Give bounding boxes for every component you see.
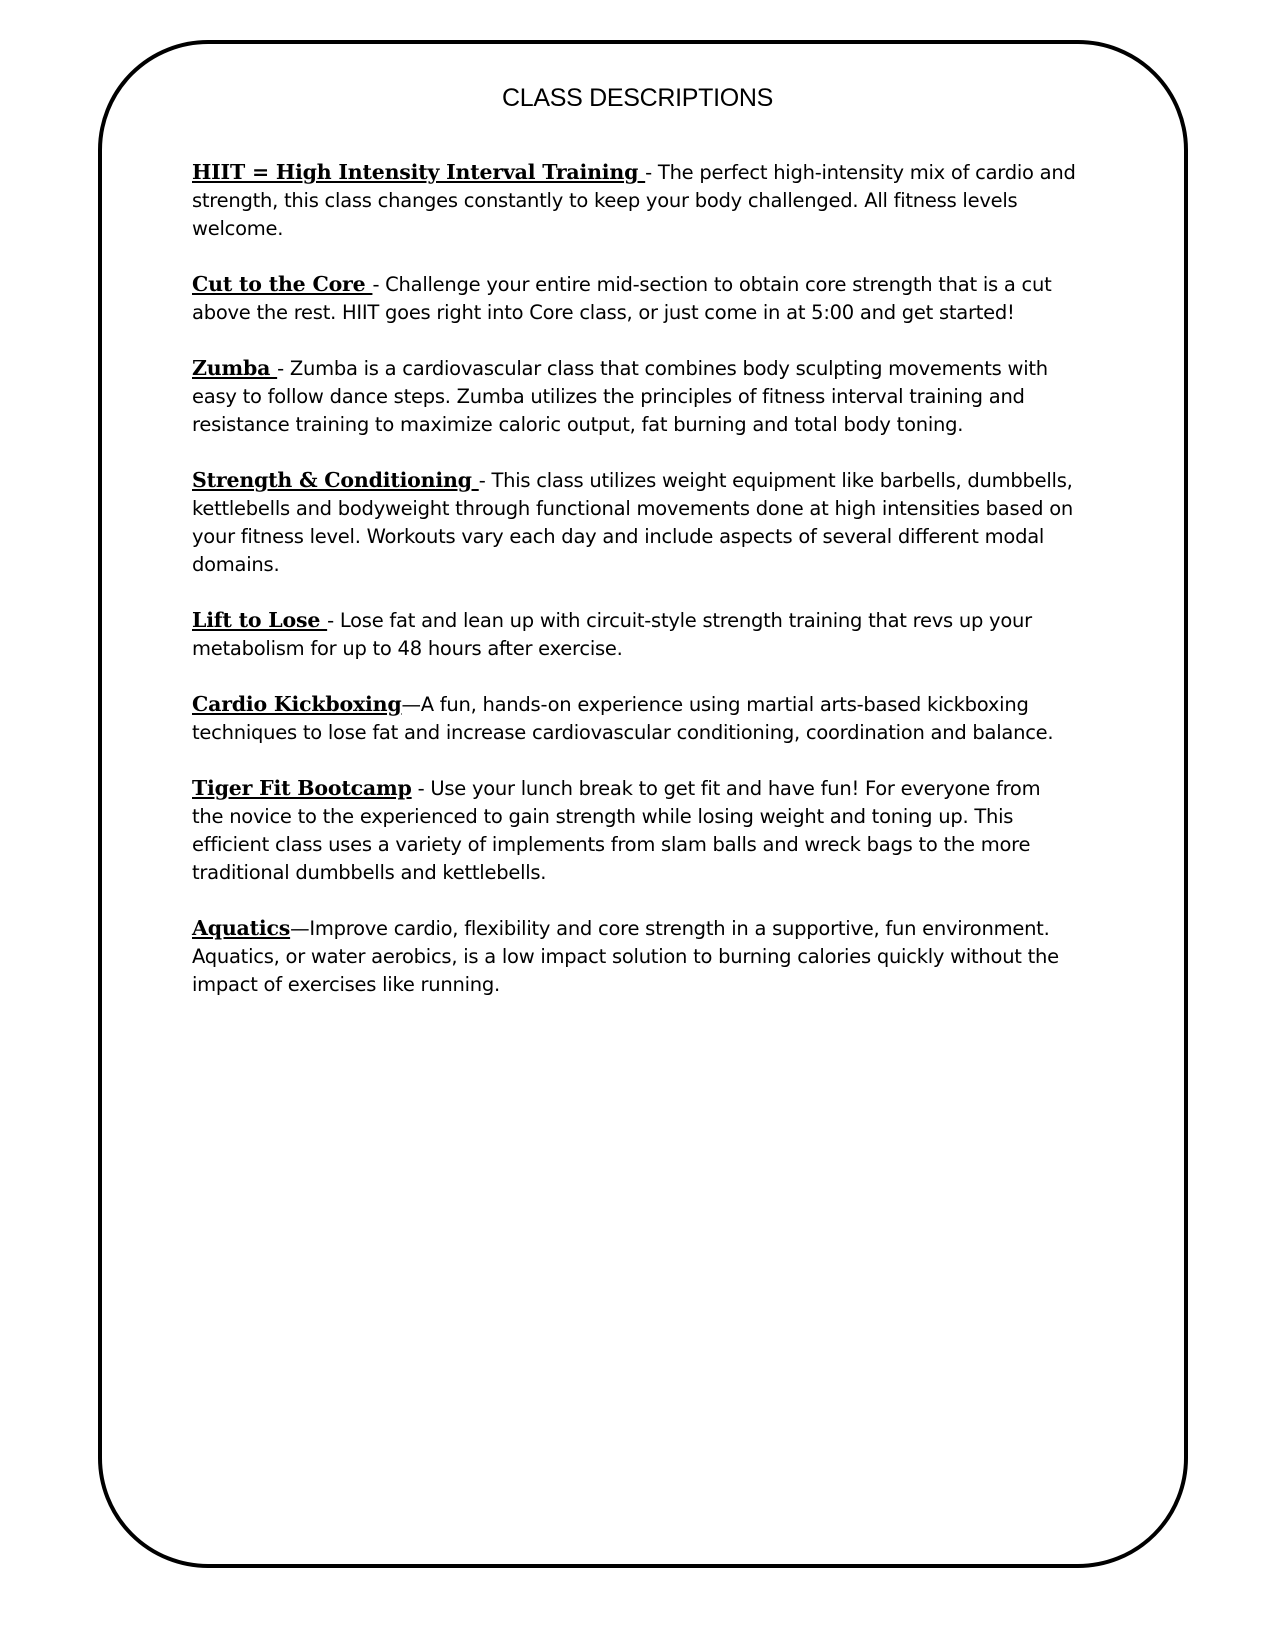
class-name: Tiger Fit Bootcamp xyxy=(192,776,412,800)
class-entry-aquatics xyxy=(192,914,1077,999)
class-description: —A fun, hands-on experience using martial arts-based kickboxing techniques to lose fat and increase cardiovascular conditioning, coordination and balance. xyxy=(192,693,1054,744)
class-entry-tiger-fit-bootcamp xyxy=(192,774,1077,887)
class-descriptions-list xyxy=(192,158,1077,1026)
class-name: Cut to the Core xyxy=(192,272,373,296)
class-entry-lift-to-lose xyxy=(192,606,1077,663)
class-description: - Challenge your entire mid-section to obtain core strength that is a cut above the rest. HIIT goes right into Core class, or just come in at 5:00 and get started! xyxy=(192,273,1052,324)
class-name: Lift to Lose xyxy=(192,608,328,632)
class-entry-strength-conditioning xyxy=(192,466,1077,579)
class-name: Zumba xyxy=(192,356,278,380)
class-name: HIIT = High Intensity Interval Training xyxy=(192,160,646,184)
class-entry-hiit xyxy=(192,158,1077,243)
class-name: Strength & Conditioning xyxy=(192,468,479,492)
page-title: CLASS DESCRIPTIONS xyxy=(501,84,774,112)
class-description: - The perfect high-intensity mix of cardio and strength, this class changes constantly to keep your body challenged. All fitness levels welcome. xyxy=(192,161,1076,240)
class-name: Aquatics xyxy=(192,916,291,940)
class-description: - Lose fat and lean up with circuit-style strength training that revs up your metabolism for up to 48 hours after exercise. xyxy=(192,609,1032,660)
class-entry-cardio-kickboxing xyxy=(192,690,1077,747)
class-description: - Zumba is a cardiovascular class that combines body sculpting movements with easy to follow dance steps. Zumba utilizes the principles of fitness interval training and resistance training to maximize caloric output, fat burning and total body toning. xyxy=(192,357,1048,436)
class-description: - Use your lunch break to get fit and have fun! For everyone from the novice to the experienced to gain strength while losing weight and toning up. This efficient class uses a variety of implements from slam balls and wreck bags to the more traditional dumbbells and kettlebells. xyxy=(192,777,1041,884)
class-entry-cut-to-the-core xyxy=(192,270,1077,327)
class-description: - This class utilizes weight equipment like barbells, dumbbells, kettlebells and bodyweight through functional movements done at high intensities based on your fitness level. Workouts vary each day and include aspects of several different modal domains. xyxy=(192,469,1074,576)
class-name: Cardio Kickboxing xyxy=(192,692,402,716)
class-description: —Improve cardio, flexibility and core strength in a supportive, fun environment. Aquatics, or water aerobics, is a low impact solution to burning calories quickly without the impact of exercises like running. xyxy=(192,917,1059,996)
class-entry-zumba xyxy=(192,354,1077,439)
